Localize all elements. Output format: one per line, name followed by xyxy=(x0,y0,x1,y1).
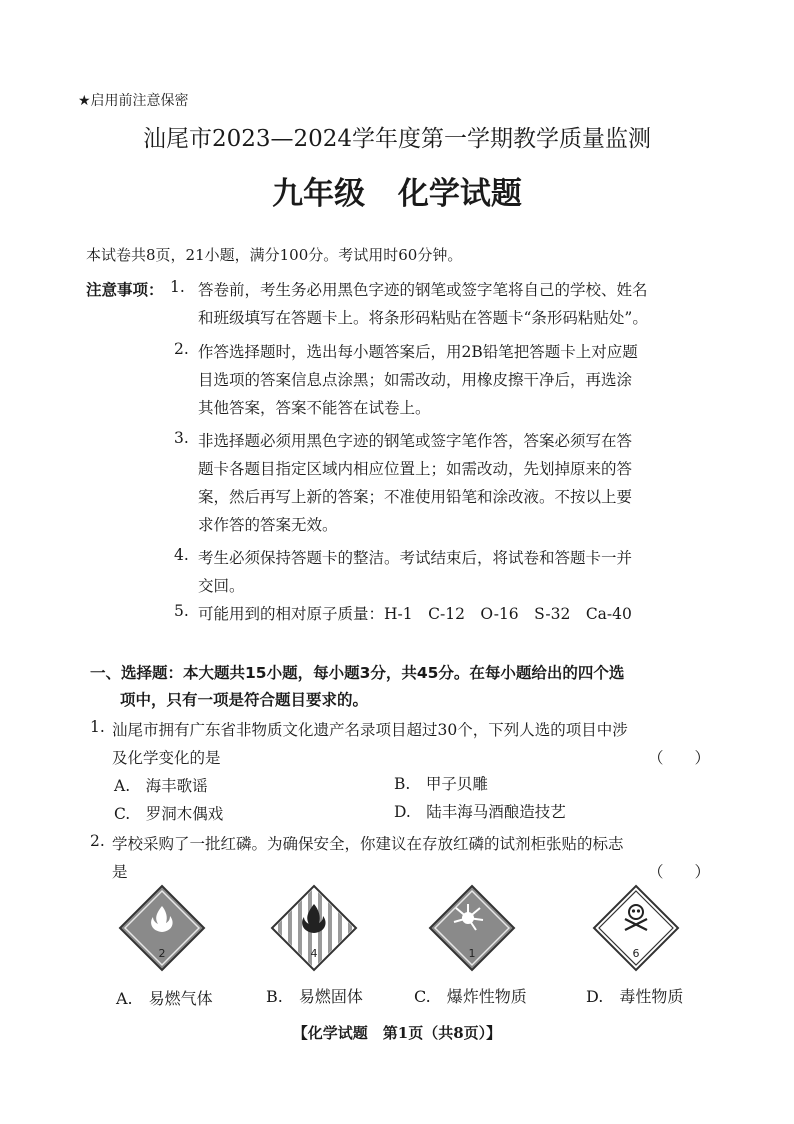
exam-title: 汕尾市2023—2024学年度第一学期教学质量监测 xyxy=(142,126,652,152)
explosive-sign xyxy=(428,884,516,972)
section-heading-cont: 项中，只有一项是符合题目要求的。 xyxy=(120,691,369,709)
notice-line: 非选择题必须用黑色字迹的钢笔或签字笔作答，答案必须写在答 xyxy=(198,432,633,450)
sign-number: 4 xyxy=(310,947,318,960)
notice-line: 作答选择题时，选出每小题答案后，用2B铅笔把答题卡上对应题 xyxy=(198,343,638,361)
answer-parentheses: （ ） xyxy=(648,863,711,881)
notice-num: 4. xyxy=(174,546,189,564)
notice-label: 注意事项： xyxy=(86,281,164,299)
notice-line: 可能用到的相对原子质量：H-1 C-12 O-16 S-32 Ca-40 xyxy=(198,605,632,623)
section-heading: 一、选择题：本大题共15小题，每小题3分，共45分。在每小题给出的四个选 xyxy=(90,664,625,682)
notice-line: 题卡各题目指定区域内相应位置上；如需改动，先划掉原来的答 xyxy=(198,460,633,478)
notice-line: 交回。 xyxy=(198,577,245,595)
option-b: B. 甲子贝雕 xyxy=(394,775,488,793)
sign-number: 6 xyxy=(632,947,640,960)
exam-intro: 本试卷共8页，21小题，满分100分。考试用时60分钟。 xyxy=(86,246,463,264)
option-a: A. 易燃气体 xyxy=(116,989,213,1008)
option-c: C. 爆炸性物质 xyxy=(414,987,527,1006)
notice-line: 求作答的答案无效。 xyxy=(198,516,338,534)
option-b: B. 易燃固体 xyxy=(266,987,363,1006)
question-stem: 及化学变化的是 xyxy=(112,749,221,767)
question-stem: 汕尾市拥有广东省非物质文化遗产名录项目超过30个，下列人选的项目中涉 xyxy=(112,721,628,739)
confidential-note: ★启用前注意保密 xyxy=(78,93,189,109)
option-d: D. 毒性物质 xyxy=(586,987,684,1006)
question-stem: 是 xyxy=(112,863,128,881)
question-number: 1. xyxy=(90,718,105,736)
notice-line: 案，然后再写上新的答案；不准使用铅笔和涂改液。不按以上要 xyxy=(198,488,633,506)
toxic-sign xyxy=(592,884,680,972)
notice-line: 目选项的答案信息点涂黑；如需改动，用橡皮擦干净后，再选涂 xyxy=(198,371,633,389)
sign-number: 2 xyxy=(158,947,166,960)
notice-num: 5. xyxy=(174,602,189,620)
option-c: C. 罗洞木偶戏 xyxy=(114,805,224,823)
flammable-gas-sign xyxy=(118,884,206,972)
notice-num: 1. xyxy=(170,278,185,296)
notice-num: 2. xyxy=(174,340,189,358)
exam-subtitle: 九年级 化学试题 xyxy=(272,176,522,212)
answer-parentheses: （ ） xyxy=(648,749,711,767)
notice-line: 答卷前，考生务必用黑色字迹的钢笔或签字笔将自己的学校、姓名 xyxy=(198,281,648,299)
flammable-solid-sign xyxy=(270,884,358,972)
question-stem: 学校采购了一批红磷。为确保安全，你建议在存放红磷的试剂柜张贴的标志 xyxy=(112,835,624,853)
notice-line: 考生必须保持答题卡的整洁。考试结束后，将试卷和答题卡一并 xyxy=(198,549,633,567)
page-footer: 【化学试题 第1页（共8页）】 xyxy=(292,1024,502,1042)
option-a: A. 海丰歌谣 xyxy=(114,777,208,795)
notice-line: 其他答案，答案不能答在试卷上。 xyxy=(198,399,431,417)
option-d: D. 陆丰海马酒酿造技艺 xyxy=(394,803,566,821)
question-number: 2. xyxy=(90,832,105,850)
notice-line: 和班级填写在答题卡上。将条形码粘贴在答题卡“条形码粘贴处”。 xyxy=(198,309,648,327)
sign-number: 1 xyxy=(468,947,476,960)
notice-num: 3. xyxy=(174,429,189,447)
